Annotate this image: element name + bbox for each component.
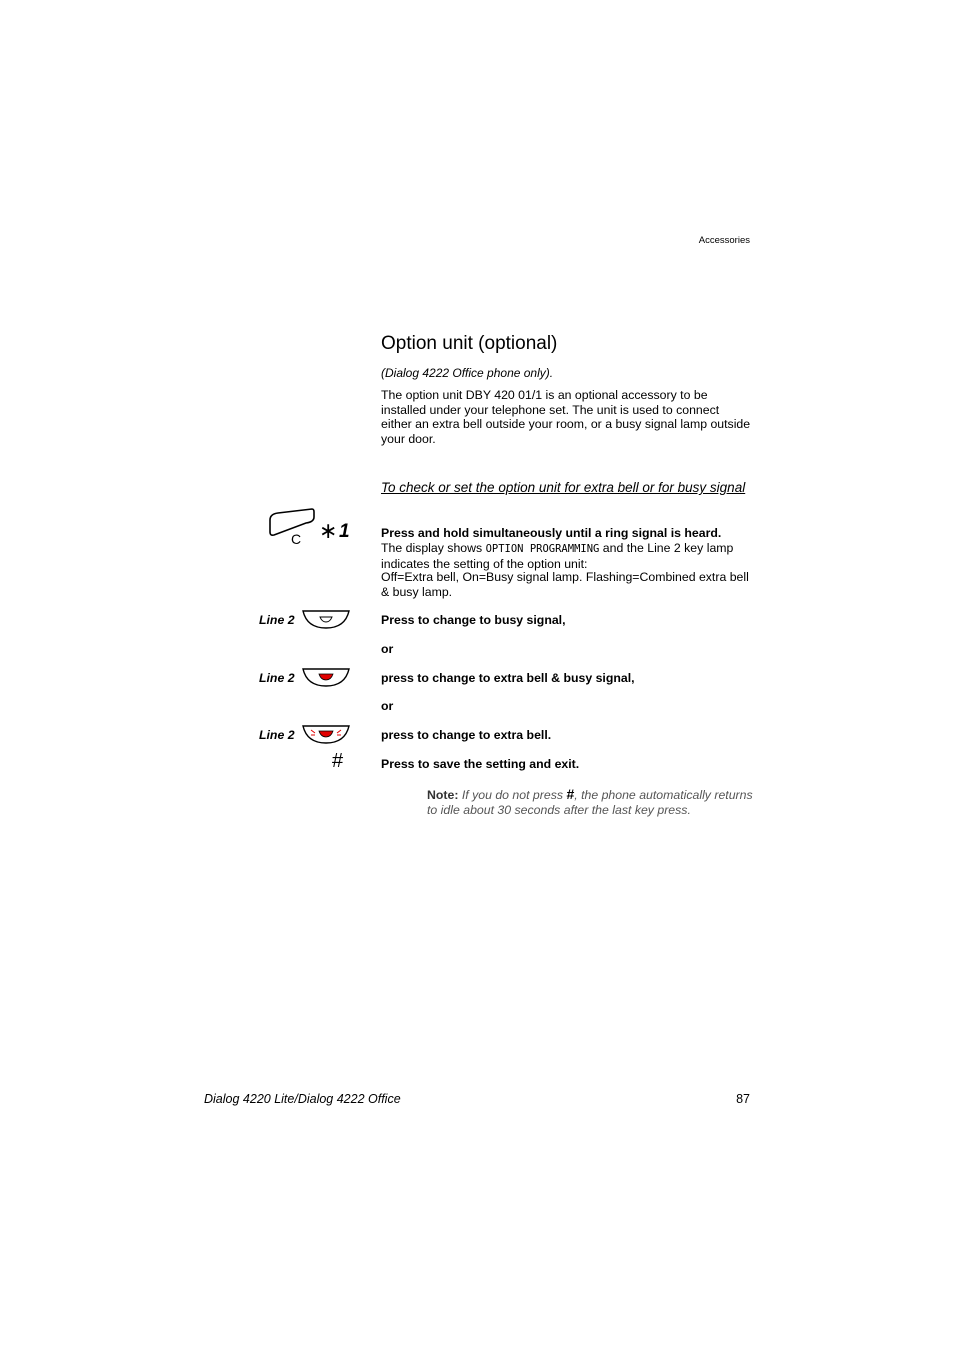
running-header: Accessories — [698, 235, 750, 246]
or-separator: or — [381, 642, 394, 656]
step4-text: press to change to extra bell. — [381, 728, 552, 742]
step1-description: The display shows OPTION PROGRAMMING and the Line 2 key lamp indicates the setting of the option unit: — [381, 541, 734, 571]
clear-key-letter: C — [291, 531, 302, 547]
hash-key-icon: # — [566, 786, 575, 802]
or-separator: or — [381, 699, 394, 713]
page-subtitle: (Dialog 4222 Office phone only). — [381, 366, 554, 380]
footer-title: Dialog 4220 Lite/Dialog 4222 Office — [204, 1092, 401, 1106]
line2-key-lamp-off-icon — [301, 609, 351, 631]
digit-one-key-icon: 1 — [339, 521, 350, 542]
procedure-heading: To check or set the option unit for extra bell or for busy signal — [381, 480, 746, 495]
step1-title: Press and hold simultaneously until a ring signal is heard. — [381, 526, 722, 540]
step3-text: press to change to extra bell & busy signal, — [381, 671, 635, 685]
note: Note: If you do not press #, the phone automatically returns to idle about 30 seconds after the last key press. — [427, 786, 753, 817]
star-key-icon: ∗ — [319, 518, 338, 543]
line2-key-lamp-on-icon — [301, 667, 351, 689]
page-number: 87 — [736, 1092, 750, 1106]
intro-paragraph: The option unit DBY 420 01/1 is an optional accessory to be installed under your telephone set. The unit is used to connect either an extra bell outside your room, or a busy signal lamp outside your door. — [381, 388, 751, 446]
line2-key-label: Line 2 — [259, 613, 295, 627]
line2-key-lamp-flashing-icon — [301, 724, 351, 746]
step5-text: Press to save the setting and exit. — [381, 757, 580, 771]
step2-text: Press to change to busy signal, — [381, 613, 566, 627]
page-title: Option unit (optional) — [381, 333, 558, 354]
line2-key-label: Line 2 — [259, 728, 295, 742]
hash-key-icon: # — [332, 750, 344, 772]
line2-key-label: Line 2 — [259, 671, 295, 685]
display-text: OPTION PROGRAMMING — [485, 543, 600, 555]
step1-legend: Off=Extra bell, On=Busy signal lamp. Flashing=Combined extra bell & busy lamp. — [381, 570, 749, 599]
